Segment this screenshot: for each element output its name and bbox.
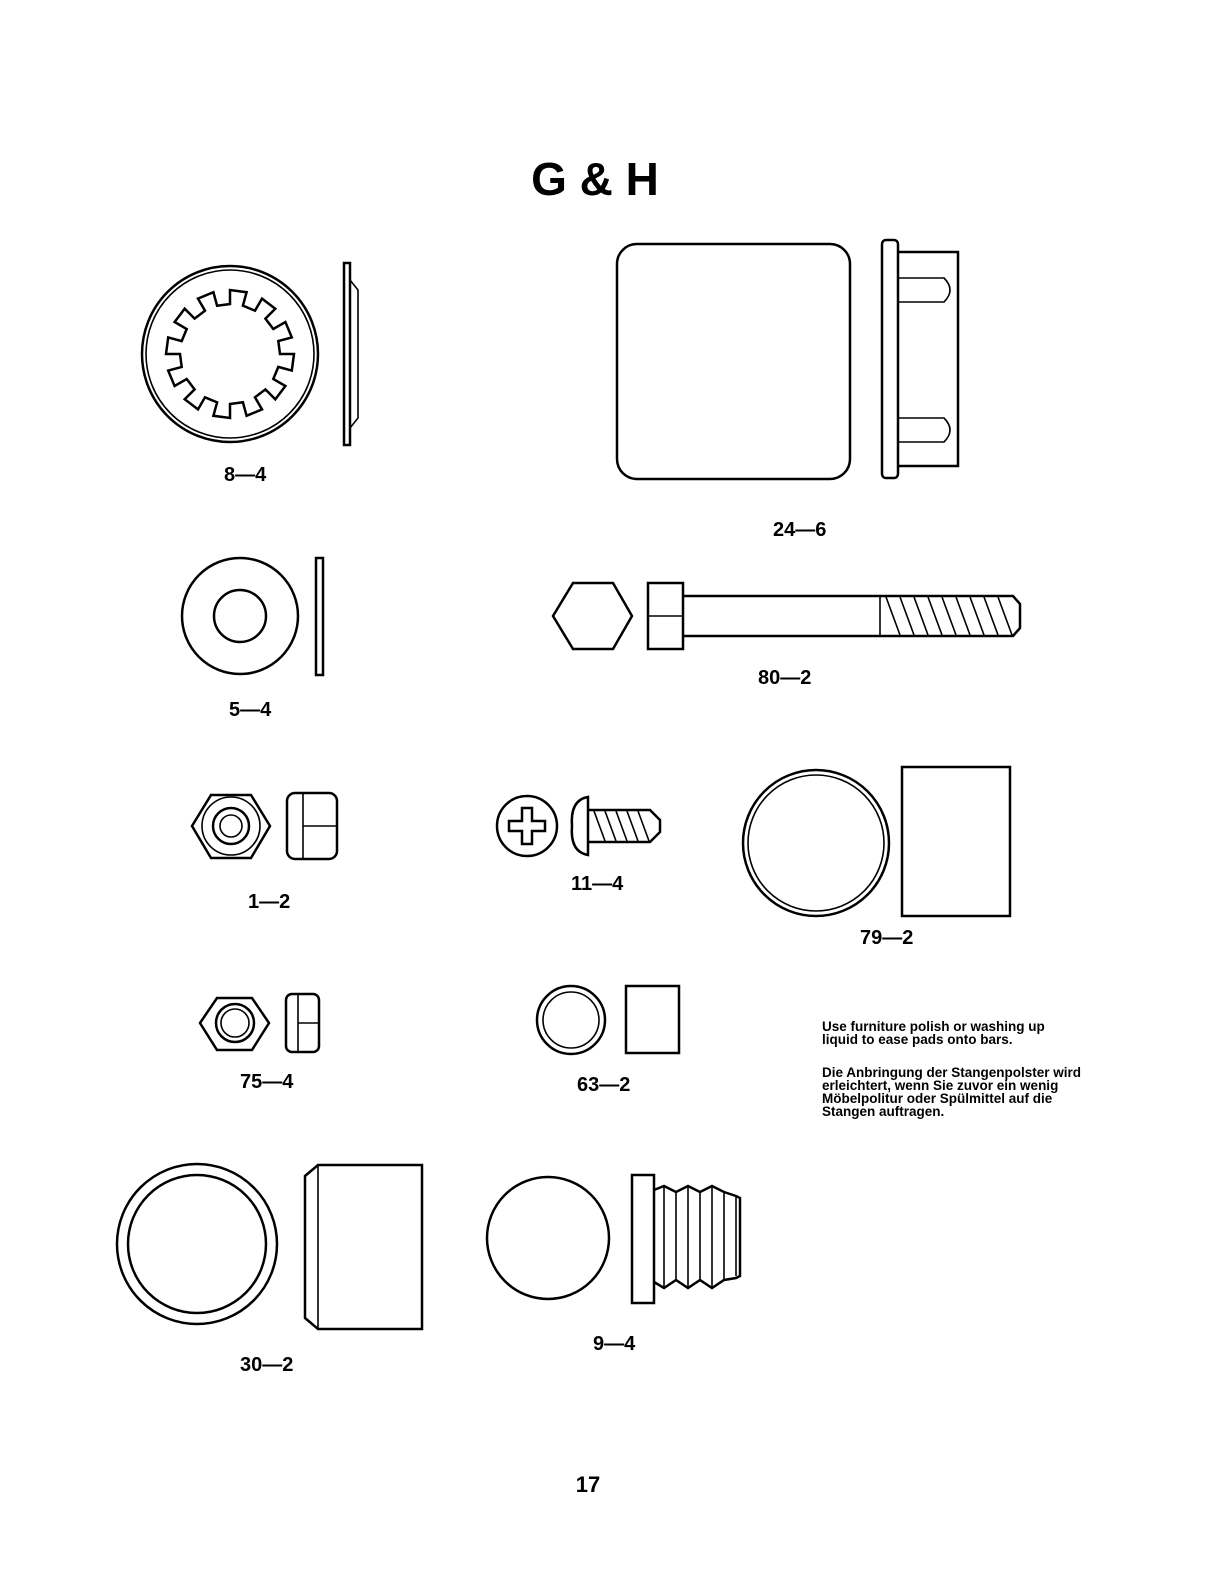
toothed-lock-washer-icon (142, 263, 358, 445)
large-round-pad-icon (743, 767, 1010, 916)
thread-line (616, 811, 627, 841)
part-label-79-2: 79—2 (860, 927, 914, 949)
small-round-pad-icon (537, 986, 679, 1054)
small-hex-nut-icon (200, 994, 319, 1052)
part-label-11-4: 11—4 (571, 873, 624, 895)
part-label-63-2: 63—2 (577, 1074, 631, 1096)
part-label-75-4: 75—4 (240, 1071, 294, 1093)
thread-line (605, 811, 616, 841)
part-label-80-2: 80—2 (758, 667, 812, 689)
part-label-5-4: 5—4 (229, 699, 272, 721)
phillips-screw-icon (497, 796, 660, 856)
plug-rib-outline (654, 1186, 740, 1288)
part-label-30-2: 30—2 (240, 1354, 294, 1376)
round-end-cap-icon (117, 1164, 422, 1329)
flat-washer-icon (182, 558, 323, 675)
thread-line (886, 597, 900, 635)
section-title: G & H (531, 153, 659, 205)
note-german: Die Anbringung der Stangenpolster wird erleichtert, wenn Sie zuvor ein wenig Möbelpolitur oder Spülmittel auf die Stangen auftragen. (822, 1065, 1082, 1119)
thread-line (627, 811, 638, 841)
thread-line (970, 597, 984, 635)
thread-line (900, 597, 914, 635)
thread-line (984, 597, 998, 635)
thread-line (638, 811, 649, 841)
thread-line (998, 597, 1012, 635)
page-number: 17 (575, 1472, 601, 1497)
part-label-9-4: 9—4 (593, 1333, 636, 1355)
thread-line (942, 597, 956, 635)
large-hex-nut-icon (192, 793, 337, 859)
part-label-1-2: 1—2 (248, 891, 291, 913)
note-english: Use furniture polish or washing up liquid to ease pads onto bars. (822, 1019, 1045, 1047)
ribbed-insert-plug-icon (487, 1175, 740, 1303)
part-label-24-6: 24—6 (773, 519, 827, 541)
thread-line (928, 597, 942, 635)
thread-line (956, 597, 970, 635)
thread-line (914, 597, 928, 635)
thread-line (594, 811, 605, 841)
square-end-cap-icon (617, 240, 958, 479)
part-label-8-4: 8—4 (224, 464, 267, 486)
hex-bolt-icon (553, 583, 1020, 649)
